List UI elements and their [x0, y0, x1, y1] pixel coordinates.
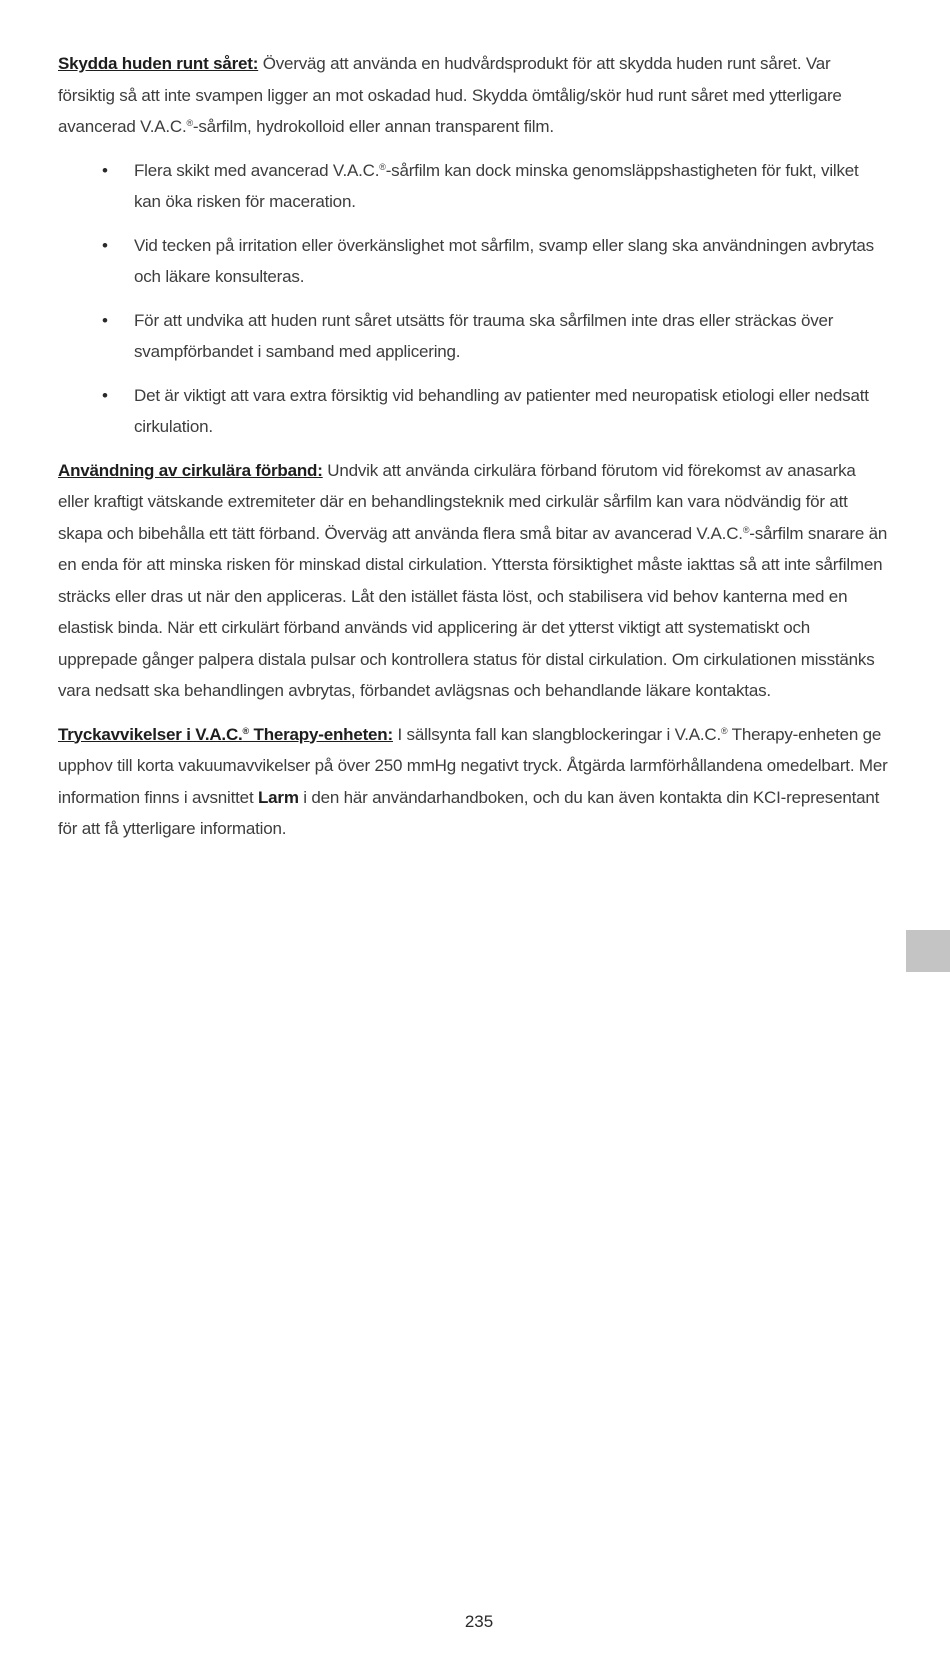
bullet-item-trauma — [58, 305, 888, 368]
bullet-item-multilayer — [58, 155, 888, 218]
page-number: 235 — [464, 1612, 494, 1631]
bullet-list — [58, 155, 888, 443]
circular-text-part-2: -sårfilm snarare än en enda för att minska risken för minskad distal cirkulation. Yttersta försiktighet måste iakttas så att inte sårfilmen sträcks eller dras ut när den appliceras. Låt den istället fästa löst, och stabilisera vid behov kanterna med en elastisk binda. När ett cirkulärt förband används vid applicering är det ytterst viktigt att systematiskt och upprepade gånger palpera distala pulsar och kontrollera status för distal cirkulation. Om cirkulationen misstänks vara nedsatt ska behandlingen avbrytas, förbandet avlägsnas och behandlande läkare kontaktas. — [58, 523, 888, 700]
bullet-2-text: Vid tecken på irritation eller överkänslighet mot sårfilm, svamp eller slang ska användningen avbrytas och läkare konsulteras. — [134, 235, 874, 286]
pressure-text-part-2: Therapy-enheten ge upphov till korta vakuumavvikelser på över 250 mmHg negativt tryck. Åtgärda larmförhållandena omedelbart. Mer information finns i avsnittet — [58, 724, 888, 807]
pressure-heading-part-2: Therapy-enheten: — [248, 724, 393, 744]
pressure-text-part-3: i den här användarhandboken, och du kan även kontakta din KCI-representant för att få ytterligare information. — [58, 787, 880, 838]
section-thumb-tab — [906, 930, 950, 972]
paragraph-pressure-deviations — [58, 719, 888, 845]
bullet-4-text: Det är viktigt att vara extra försiktig vid behandling av patienter med neuropatisk etiologi eller nedsatt cirkulation. — [134, 385, 869, 436]
heading-skin-protection: Skydda huden runt såret: — [58, 54, 259, 73]
bullet-item-neuropathic — [58, 380, 888, 443]
bullet-1-text-part-2: -sårfilm kan dock minska genomsläppshastigheten för fukt, vilket kan öka risken för maceration. — [134, 160, 859, 211]
registered-mark: ® — [721, 725, 728, 736]
registered-mark: ® — [379, 161, 386, 172]
paragraph-skin-protection — [58, 48, 888, 143]
registered-mark: ® — [242, 725, 249, 736]
skin-text-part-1: Överväg att använda en hudvårdsprodukt för att skydda huden runt såret. Var försiktig så att inte svampen ligger an mot oskadad hud. Skydda ömtålig/skör hud runt såret med ytterligare avancerad V.A.C. — [58, 54, 842, 136]
alarm-section-reference: Larm — [257, 787, 299, 807]
pressure-text-part-1: I sällsynta fall kan slangblockeringar i V.A.C. — [392, 724, 722, 744]
bullet-1-text-part-1: Flera skikt med avancerad V.A.C. — [134, 160, 380, 180]
registered-mark: ® — [186, 118, 193, 128]
registered-mark: ® — [742, 524, 750, 535]
heading-pressure-deviations — [58, 725, 393, 744]
bullet-dot: • — [102, 385, 108, 405]
bullet-dot: • — [102, 160, 108, 180]
circular-text-part-1: Undvik att använda cirkulära förband förutom vid förekomst av anasarka eller kraftigt vätskande extremiteter där en behandlingsteknik med cirkulär sårfilm kan vara nödvändig för att skapa och bibehålla ett tätt förband. Överväg att använda flera små bitar av avancerad V.A.C. — [58, 460, 856, 543]
bullet-dot: • — [102, 235, 108, 255]
pressure-heading-part-1: Tryckavvikelser i V.A.C. — [58, 724, 243, 744]
bullet-dot: • — [102, 310, 108, 330]
document-body — [58, 48, 888, 857]
heading-circular-dressings: Användning av cirkulära förband: — [58, 460, 323, 480]
skin-text-part-2: -sårfilm, hydrokolloid eller annan transparent film. — [192, 117, 554, 136]
bullet-3-text: För att undvika att huden runt såret utsätts för trauma ska sårfilmen inte dras eller sträckas över svampförbandet i samband med applicering. — [134, 310, 834, 361]
bullet-item-irritation — [58, 230, 888, 293]
paragraph-circular-dressings — [58, 455, 888, 707]
